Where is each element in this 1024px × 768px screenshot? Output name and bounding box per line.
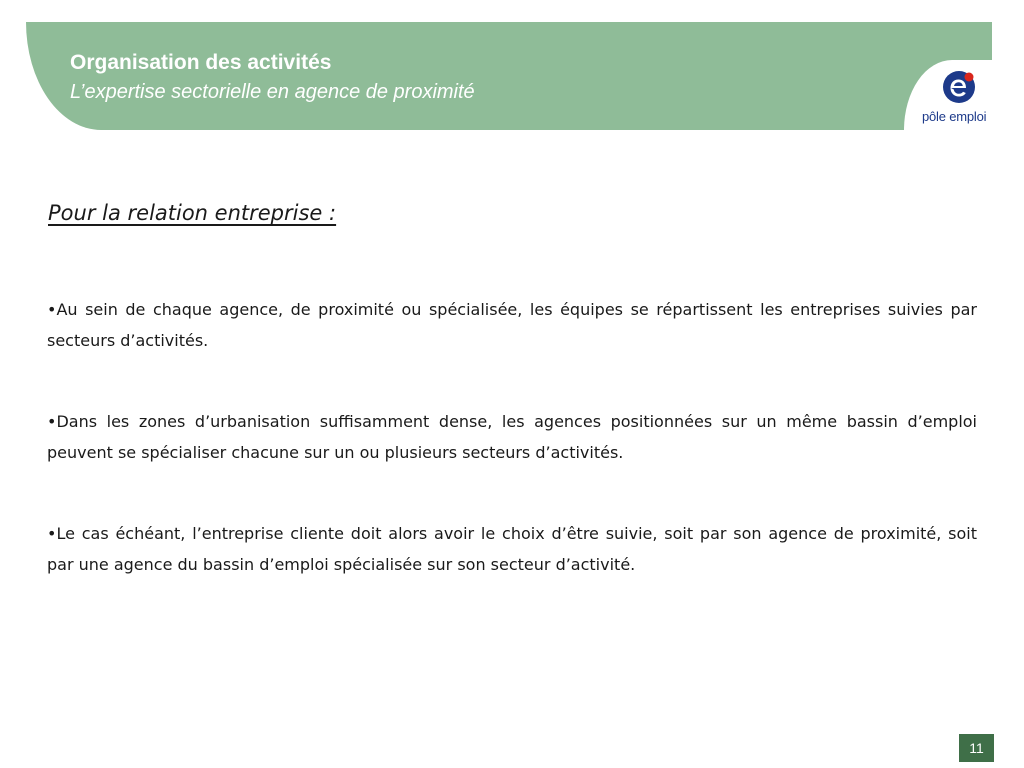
- page-number: 11: [959, 734, 994, 762]
- bullet-item: •Le cas échéant, l’entreprise cliente doit alors avoir le choix d’être suivie, soit par son agence de proximité, soit par une agence du bassin d’emploi spécialisée sur son secteur d’activité.: [47, 524, 977, 574]
- section-heading: Pour la relation entreprise :: [48, 201, 337, 225]
- slide-title: Organisation des activités: [70, 51, 332, 74]
- pole-emploi-e-logo-icon: [942, 70, 976, 104]
- bullet-item: •Dans les zones d’urbanisation suffisamment dense, les agences positionnées sur un même bassin d’emploi peuvent se spécialiser chacune sur un ou plusieurs secteurs d’activités.: [47, 412, 977, 462]
- slide-subtitle: L’expertise sectorielle en agence de proximité: [70, 81, 475, 103]
- bullet-item: •Au sein de chaque agence, de proximité ou spécialisée, les équipes se répartissent les entreprises suivies par secteurs d’activités.: [47, 300, 977, 350]
- header-band: [26, 22, 992, 130]
- bullet-list: [47, 294, 977, 630]
- logo-text: pôle emploi: [922, 109, 987, 124]
